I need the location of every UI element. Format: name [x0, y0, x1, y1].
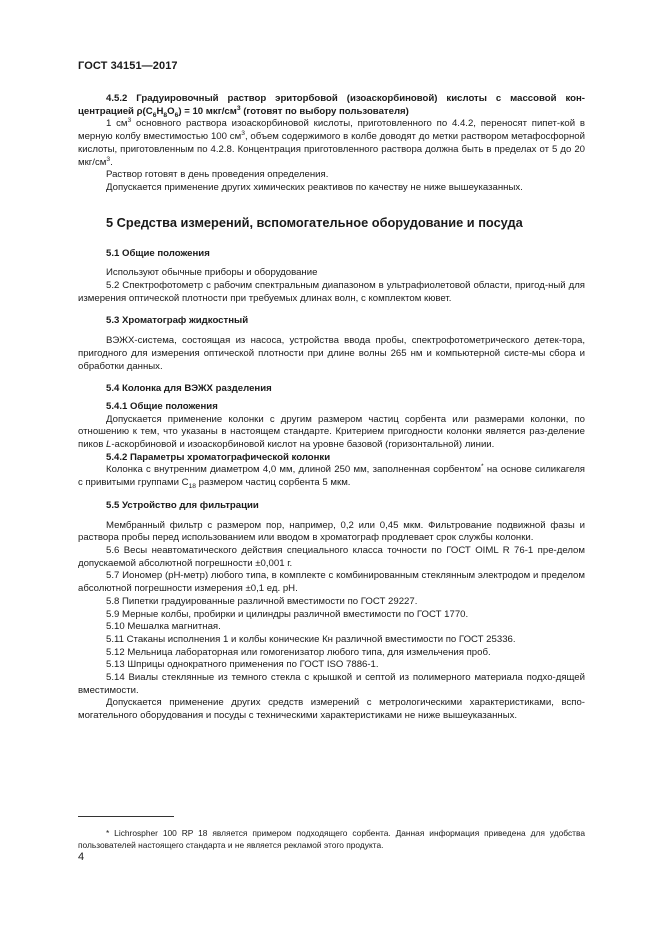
section-5-1-title: 5.1 Общие положения	[106, 247, 210, 259]
list-item: 5.12 Мельница лабораторная или гомогенизатор любого типа, для измельчения проб.	[106, 646, 491, 658]
paragraph: Колонка с внутренним диаметром 4,0 мм, длиной 250 мм, заполненная сорбентом* на основе силикагеля с привитыми группами $C_{18}$ размером частиц сорбента 5 мкм.	[78, 463, 586, 491]
section-4-5-2-heading: 4.5.2 Градуировочный раствор эриторбовой (изоаскорбиновой) кислоты с массовой кон-центрацией $\rho(C_6H_8O_6) = 10$ мкг/$см^3$ (готовят по выбору пользователя)	[78, 93, 585, 119]
section-5-3-title: 5.3 Хроматограф жидкостный	[106, 315, 249, 327]
paragraph: Допускается применение других химических реактивов по качеству не ниже вышеуказанных.	[106, 181, 523, 193]
list-item: Мембранный фильтр с размером пор, например, 0,2 или 0,45 мкм. Фильтрование подвижной фазы и раствора пробы перед использованием или вводом в хроматограф продлевает срок службы колонки.	[78, 519, 585, 544]
section-5-5-title: 5.5 Устройство для фильтрации	[106, 499, 259, 511]
paragraph: ВЭЖХ-система, состоящая из насоса, устройства ввода пробы, спектрофотометрического детек-тора, пригодного для измерения оптической плотности при длине волны 265 нм и компьютерной систе-мы сбора и обработки данных.	[78, 335, 585, 372]
list-item: 5.9 Мерные колбы, пробирки и цилиндры различной вместимости по ГОСТ 1770.	[106, 608, 469, 620]
section-5-4-2-title: 5.4.2 Параметры хроматографической колонки	[106, 451, 331, 463]
section-5-4-1-title: 5.4.1 Общие положения	[106, 400, 218, 412]
section-5-4-title: 5.4 Колонка для ВЭЖХ разделения	[106, 383, 272, 395]
list-item: 5.14 Виалы стеклянные из темного стекла с крышкой и септой из полимерного материала подхо-дящей вместимости.	[78, 672, 585, 696]
paragraph: 5.2 Спектрофотометр с рабочим спектральным диапазоном в ультрафиолетовой области, пригод-ный для измерения оптической плотности при требуемых длинах волн, с комплектом кювет.	[78, 280, 585, 304]
list-item: 5.7 Иономер (pH-метр) любого типа, в комплекте с комбинированным стеклянным электродом и пределом абсолютной погрешности измерения ±0,1 ед. pH.	[78, 570, 585, 595]
list-item: 5.13 Шприцы однократного применения по ГОСТ ISO 7886-1.	[106, 659, 379, 671]
paragraph: Раствор готовят в день проведения определения.	[106, 169, 329, 181]
list-item: 5.8 Пипетки градуированные различной вместимости по ГОСТ 29227.	[106, 595, 418, 607]
list-item: 5.11 Стаканы исполнения 1 и колбы конические Кн различной вместимости по ГОСТ 25336.	[106, 633, 516, 645]
list-item: Допускается применение других средств измерений с метрологическими характеристиками, вспо-могательного оборудования и посуды с техническими характеристиками не ниже вышеуказанных.	[78, 697, 585, 722]
footnote: * Lichrospher 100 RP 18 является примером подходящего сорбента. Данная информация приведена для удобства пользователей настоящего стандарта и не является рекламой этого продукта.	[78, 828, 585, 850]
list-item: 5.6 Весы неавтоматического действия специального класса точности по ГОСТ OIML R 76-1 пре-делом допускаемой абсолютной погрешности ±0,001 г.	[78, 544, 585, 569]
footnote-divider	[78, 816, 174, 817]
section-5-title: 5 Средства измерений, вспомогательное оборудование и посуда	[106, 214, 523, 230]
paragraph: Допускается применение колонки с другим размером частиц сорбента или размерами колонки, по отношению к тем, что указаны в настоящем стандарте. Критерием пригодности колонки является раз-деление пиков L-аскорбиновой и изоаскорбиновой кислот на уровне базовой (горизонтальной) линии.	[78, 413, 585, 451]
paragraph: Используют обычные приборы и оборудование	[106, 267, 318, 279]
page-number: 4	[78, 851, 85, 863]
document-code-header: ГОСТ 34151—2017	[78, 60, 178, 72]
footnote-marker: *	[481, 463, 484, 471]
page-body	[78, 93, 585, 723]
list-item: 5.10 Мешалка магнитная.	[106, 621, 221, 633]
section-4-5-2-paragraph: 1 $см^3$ основного раствора изоаскорбиновой кислоты, приготовленного по 4.4.2, переносят пипет-кой в мерную колбу вместимостью 100 $см^3$, объем содержимого в колбе доводят до метки раствором метафосфорной кислоты, приготовленным по 4.2.8. Концентрация приготовленного раствора должна быть в пределах от 5 до 20 мкг/$см^3$.	[78, 117, 586, 168]
